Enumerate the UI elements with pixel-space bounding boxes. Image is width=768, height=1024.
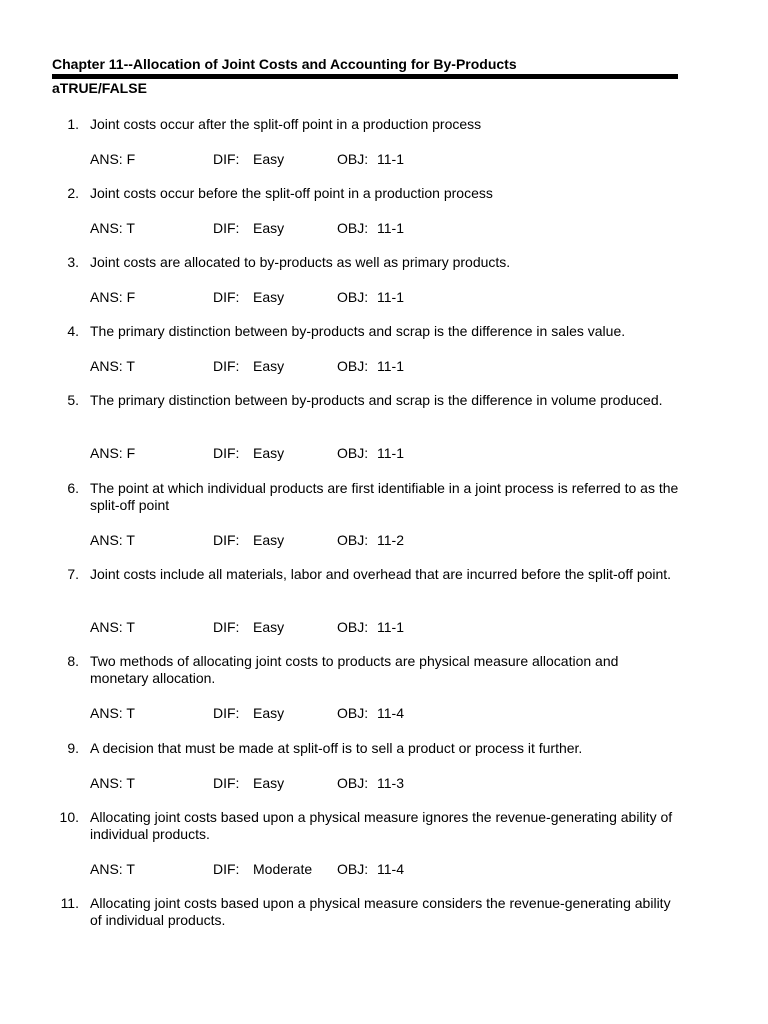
difficulty-value: Easy	[253, 220, 285, 236]
objective-value: 11-1	[377, 619, 404, 635]
difficulty-label: DIF:	[213, 445, 240, 461]
difficulty-label: DIF:	[213, 619, 240, 635]
question-number: 10.	[59, 809, 79, 825]
answer-value: ANS: F	[90, 289, 136, 305]
difficulty-value: Easy	[253, 445, 285, 461]
objective-label: OBJ:	[337, 861, 369, 877]
question-text: Two methods of allocating joint costs to products are physical measure allocation and monetary allocation.	[90, 653, 619, 686]
question-text: The primary distinction between by-products and scrap is the difference in volume produced.	[90, 392, 663, 408]
difficulty-value: Easy	[253, 775, 285, 791]
objective-value: 11-1	[377, 445, 404, 461]
objective-label: OBJ:	[337, 775, 369, 791]
page-title: Chapter 11--Allocation of Joint Costs and Accounting for By-Products	[52, 56, 517, 72]
question-number: 6.	[67, 480, 79, 496]
difficulty-label: DIF:	[213, 358, 240, 374]
objective-value: 11-1	[377, 151, 404, 167]
difficulty-value: Easy	[253, 705, 285, 721]
objective-value: 11-1	[377, 289, 404, 305]
answer-value: ANS: T	[90, 775, 135, 791]
question-text: The primary distinction between by-products and scrap is the difference in sales value.	[90, 323, 626, 339]
objective-value: 11-4	[377, 705, 404, 721]
objective-label: OBJ:	[337, 619, 369, 635]
question-text: Joint costs occur after the split-off point in a production process	[90, 116, 482, 132]
question-text: Joint costs include all materials, labor and overhead that are incurred before the split-off point.	[90, 566, 672, 582]
question-text: Allocating joint costs based upon a physical measure ignores the revenue-generating ability of individual products.	[90, 809, 673, 842]
objective-value: 11-1	[377, 358, 404, 374]
question-number: 3.	[67, 254, 79, 270]
objective-label: OBJ:	[337, 151, 369, 167]
question-text: Joint costs are allocated to by-products as well as primary products.	[90, 254, 511, 270]
difficulty-value: Moderate	[253, 861, 313, 877]
question-number: 2.	[67, 185, 79, 201]
answer-value: ANS: T	[90, 619, 135, 635]
question-number: 7.	[67, 566, 79, 582]
difficulty-value: Easy	[253, 619, 285, 635]
difficulty-label: DIF:	[213, 705, 240, 721]
objective-label: OBJ:	[337, 445, 369, 461]
objective-label: OBJ:	[337, 358, 369, 374]
answer-value: ANS: T	[90, 358, 135, 374]
objective-label: OBJ:	[337, 289, 369, 305]
question-text: The point at which individual products are first identifiable in a joint process is referred to as the split-off point	[90, 480, 679, 513]
answer-value: ANS: F	[90, 445, 136, 461]
answer-value: ANS: T	[90, 861, 135, 877]
difficulty-value: Easy	[253, 532, 285, 548]
objective-label: OBJ:	[337, 705, 369, 721]
question-number: 11.	[60, 895, 79, 911]
difficulty-label: DIF:	[213, 220, 240, 236]
difficulty-label: DIF:	[213, 532, 240, 548]
difficulty-label: DIF:	[213, 861, 240, 877]
section-heading: aTRUE/FALSE	[52, 80, 147, 96]
objective-value: 11-2	[377, 532, 404, 548]
difficulty-value: Easy	[253, 289, 285, 305]
difficulty-label: DIF:	[213, 775, 240, 791]
difficulty-label: DIF:	[213, 289, 240, 305]
question-number: 4.	[67, 323, 79, 339]
question-text: Joint costs occur before the split-off point in a production process	[90, 185, 493, 201]
difficulty-value: Easy	[253, 151, 285, 167]
question-number: 1.	[67, 116, 79, 132]
answer-value: ANS: T	[90, 532, 135, 548]
objective-label: OBJ:	[337, 532, 369, 548]
title-rule	[52, 74, 678, 79]
objective-label: OBJ:	[337, 220, 369, 236]
question-text: Allocating joint costs based upon a physical measure considers the revenue-generating ability of individual products.	[90, 895, 671, 928]
objective-value: 11-3	[377, 775, 404, 791]
answer-value: ANS: T	[90, 705, 135, 721]
difficulty-label: DIF:	[213, 151, 240, 167]
difficulty-value: Easy	[253, 358, 285, 374]
question-number: 5.	[67, 392, 79, 408]
answer-value: ANS: T	[90, 220, 135, 236]
question-number: 8.	[67, 653, 79, 669]
objective-value: 11-4	[377, 861, 404, 877]
question-text: A decision that must be made at split-off is to sell a product or process it further.	[90, 740, 583, 756]
answer-value: ANS: F	[90, 151, 136, 167]
question-number: 9.	[67, 740, 79, 756]
objective-value: 11-1	[377, 220, 404, 236]
